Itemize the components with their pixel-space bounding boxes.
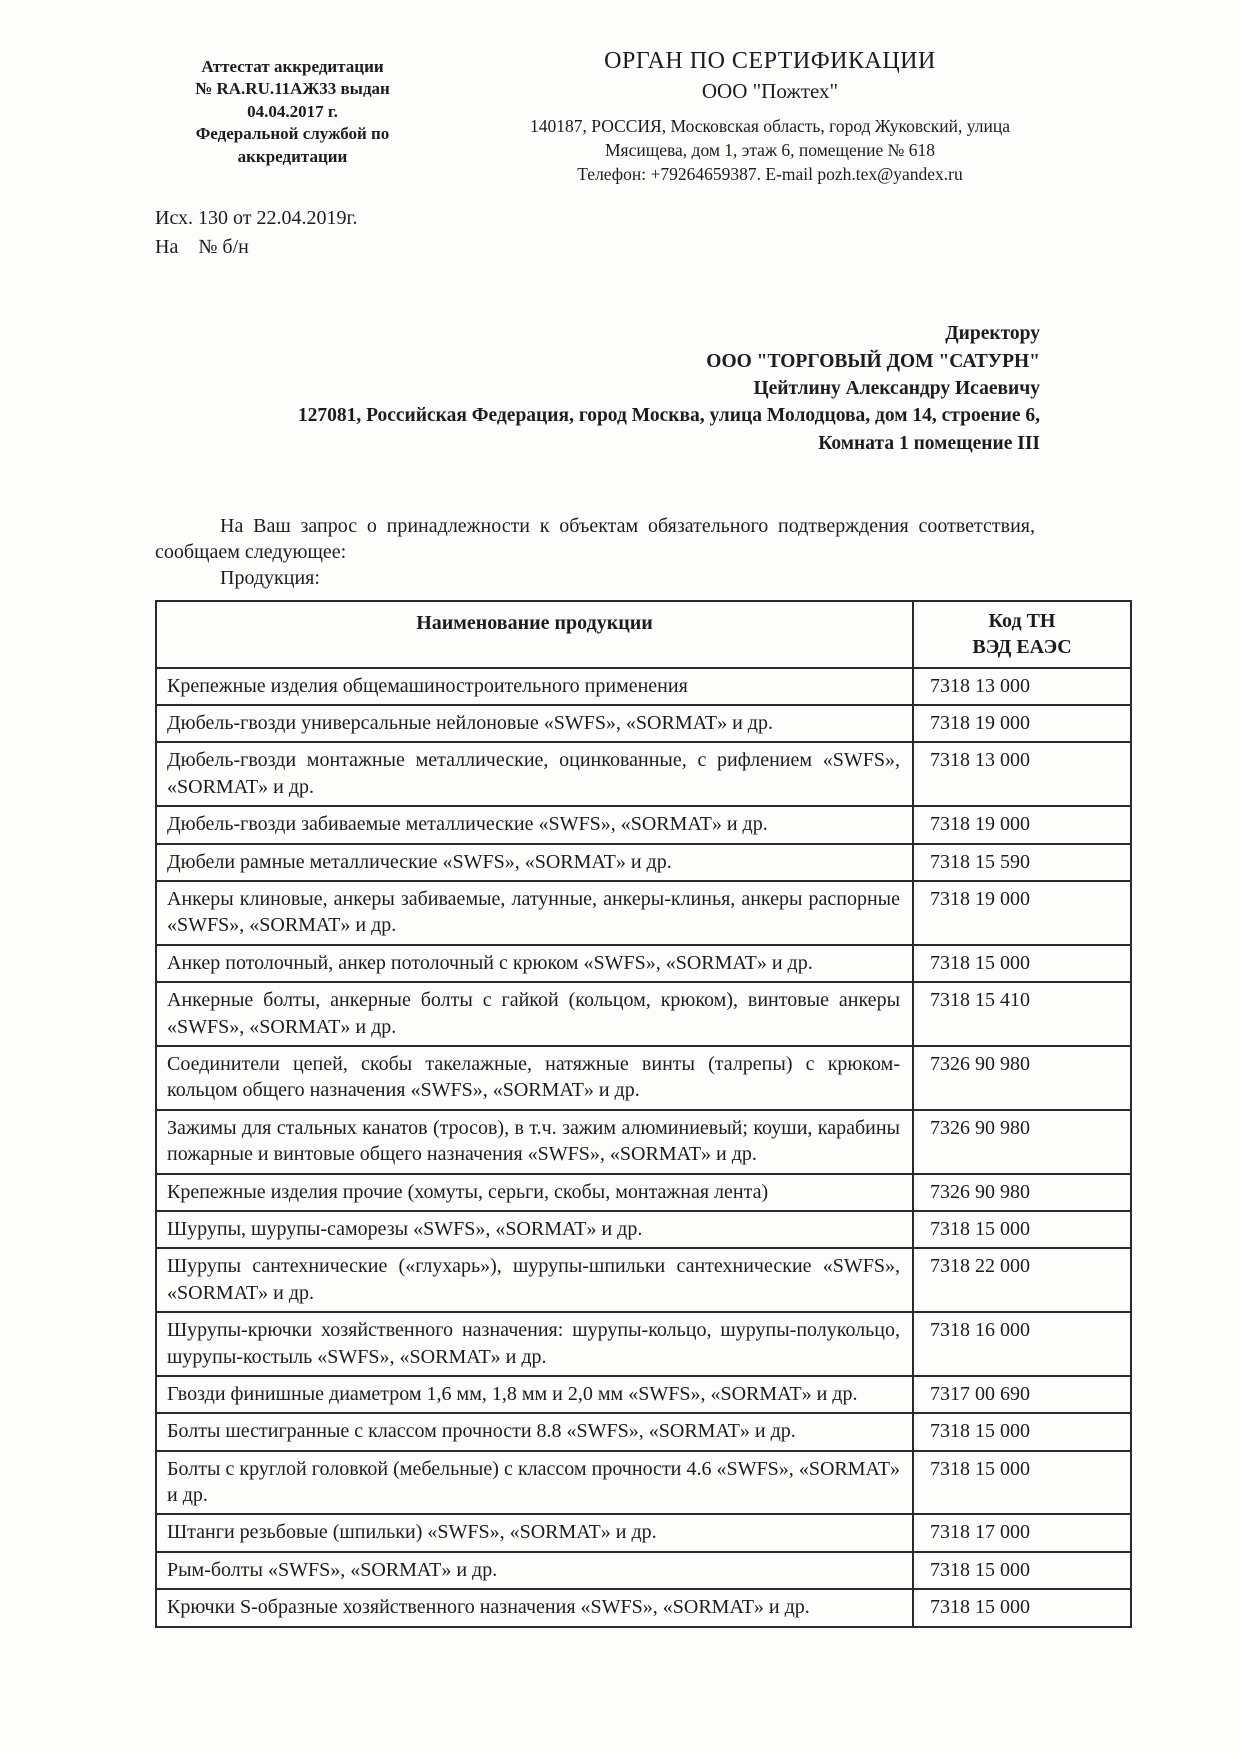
product-name-cell: Крючки S-образные хозяйственного назначения «SWFS», «SORMAT» и др. — [156, 1589, 913, 1626]
table-row — [156, 1376, 1131, 1413]
product-name-cell: Соединители цепей, скобы такелажные, натяжные винты (талрепы) с крюком-кольцом общего назначения «SWFS», «SORMAT» и др. — [156, 1046, 913, 1110]
table-row — [156, 945, 1131, 982]
table-row — [156, 1046, 1131, 1110]
incoming-ref: На № б/н — [155, 236, 249, 259]
product-code-cell: 7318 15 000 — [913, 1552, 1131, 1589]
addressee-line: Цейтлину Александру Исаевичу — [753, 378, 1040, 400]
product-name-cell: Анкер потолочный, анкер потолочный с крюком «SWFS», «SORMAT» и др. — [156, 945, 913, 982]
table-row — [156, 742, 1131, 806]
product-table-body — [156, 668, 1131, 1627]
product-code-cell: 7318 19 000 — [913, 881, 1131, 945]
product-name-cell: Анкеры клиновые, анкеры забиваемые, латунные, анкеры-клинья, анкеры распорные «SWFS», «SORMAT» и др. — [156, 881, 913, 945]
code-header-line1: Код ТН — [988, 609, 1056, 632]
product-code-cell: 7318 13 000 — [913, 668, 1131, 705]
addressee-line: Комната 1 помещение III — [818, 432, 1040, 454]
product-name-cell: Шурупы, шурупы-саморезы «SWFS», «SORMAT» и др. — [156, 1211, 913, 1248]
accreditation-line: Аттестат аккредитации — [201, 57, 384, 76]
table-row — [156, 1248, 1131, 1312]
outgoing-ref: Исх. 130 от 22.04.2019г. — [155, 207, 358, 230]
table-header-row — [156, 601, 1131, 668]
products-label: Продукция: — [220, 566, 320, 589]
certification-org-block — [430, 48, 1090, 186]
table-row — [156, 844, 1131, 881]
product-code-cell: 7318 15 000 — [913, 1413, 1131, 1450]
product-name-cell: Дюбели рамные металлические «SWFS», «SORMAT» и др. — [156, 844, 913, 881]
product-name-cell: Анкерные болты, анкерные болты с гайкой (кольцом, крюком), винтовые анкеры «SWFS», «SORMAT» и др. — [156, 982, 913, 1046]
accreditation-line: № RA.RU.11АЖ33 выдан — [195, 79, 390, 99]
table-row — [156, 1174, 1131, 1211]
reference-block — [155, 204, 1090, 262]
product-code-cell: 7318 15 000 — [913, 1589, 1131, 1626]
product-name-cell: Дюбель-гвозди забиваемые металлические «SWFS», «SORMAT» и др. — [156, 806, 913, 843]
product-name-cell: Гвозди финишные диаметром 1,6 мм, 1,8 мм и 2,0 мм «SWFS», «SORMAT» и др. — [156, 1376, 913, 1413]
product-code-cell: 7318 16 000 — [913, 1312, 1131, 1376]
product-code-cell: 7317 00 690 — [913, 1376, 1131, 1413]
product-name-cell: Шурупы-крючки хозяйственного назначения: шурупы-кольцо, шурупы-полукольцо, шурупы-костыль «SWFS», «SORMAT» и др. — [156, 1312, 913, 1376]
product-name-cell: Болты шестигранные с классом прочности 8.8 «SWFS», «SORMAT» и др. — [156, 1413, 913, 1450]
org-address — [450, 114, 1090, 186]
table-row — [156, 1211, 1131, 1248]
product-code-cell: 7318 19 000 — [913, 705, 1131, 742]
table-row — [156, 668, 1131, 705]
table-row — [156, 1514, 1131, 1551]
org-title: ОРГАН ПО СЕРТИФИКАЦИИ — [604, 48, 936, 74]
name-column-header: Наименование продукции — [156, 601, 913, 668]
product-name-cell: Крепежные изделия прочие (хомуты, серьги, скобы, монтажная лента) — [156, 1174, 913, 1211]
org-name: ООО "Пожтех" — [701, 79, 839, 103]
product-code-cell: 7318 19 000 — [913, 806, 1131, 843]
addressee-line: ООО "ТОРГОВЫЙ ДОМ "САТУРН" — [706, 350, 1040, 372]
table-row — [156, 1451, 1131, 1515]
product-code-cell: 7318 15 000 — [913, 945, 1131, 982]
product-name-cell: Шурупы сантехнические («глухарь»), шурупы-шпильки сантехнические «SWFS», «SORMAT» и др. — [156, 1248, 913, 1312]
product-code-cell: 7326 90 980 — [913, 1174, 1131, 1211]
org-address-line: 140187, РОССИЯ, Московская область, город Жуковский, улица — [530, 116, 1010, 136]
product-code-cell: 7318 17 000 — [913, 1514, 1131, 1551]
product-code-cell: 7318 15 000 — [913, 1451, 1131, 1515]
product-code-cell: 7318 22 000 — [913, 1248, 1131, 1312]
code-header-line2: ВЭД ЕАЭС — [972, 636, 1072, 659]
product-name-cell: Дюбель-гвозди универсальные нейлоновые «SWFS», «SORMAT» и др. — [156, 705, 913, 742]
product-code-cell: 7318 15 000 — [913, 1211, 1131, 1248]
product-code-cell: 7318 15 410 — [913, 982, 1131, 1046]
table-row — [156, 1589, 1131, 1626]
table-row — [156, 806, 1131, 843]
table-row — [156, 705, 1131, 742]
org-address-line: Мясищева, дом 1, этаж 6, помещение № 618 — [605, 140, 935, 161]
product-name-cell: Болты с круглой головкой (мебельные) с классом прочности 4.6 «SWFS», «SORMAT» и др. — [156, 1451, 913, 1515]
product-code-cell: 7326 90 980 — [913, 1110, 1131, 1174]
addressee-line: 127081, Российская Федерация, город Москва, улица Молодцова, дом 14, строение 6, — [297, 405, 1040, 427]
product-name-cell: Крепежные изделия общемашиностроительного применения — [156, 668, 913, 705]
product-name-cell: Зажимы для стальных канатов (тросов), в т.ч. зажим алюминиевый; коуши, карабины пожарные и винтовые общего назначения «SWFS», «SORMAT» и др. — [156, 1110, 913, 1174]
addressee-line: Директору — [945, 323, 1040, 345]
table-row — [156, 1413, 1131, 1450]
table-row — [156, 881, 1131, 945]
org-contact-line: Телефон: +79264659387. E-mail pozh.tex@yandex.ru — [577, 164, 963, 185]
table-row — [156, 982, 1131, 1046]
body-text — [155, 513, 1090, 565]
code-column-header — [913, 601, 1131, 668]
table-row — [156, 1110, 1131, 1174]
product-name-cell: Рым-болты «SWFS», «SORMAT» и др. — [156, 1552, 913, 1589]
product-code-cell: 7318 15 590 — [913, 844, 1131, 881]
table-row — [156, 1552, 1131, 1589]
accreditation-block — [155, 48, 430, 168]
table-row — [156, 1312, 1131, 1376]
letterhead — [155, 48, 1090, 186]
products-table — [155, 600, 1132, 1628]
body-paragraph: На Ваш запрос о принадлежности к объектам обязательного подтверждения соответствия, сообщаем следующее: — [155, 514, 1035, 563]
product-name-cell: Штанги резьбовые (шпильки) «SWFS», «SORMAT» и др. — [156, 1514, 913, 1551]
addressee-block — [155, 320, 1090, 456]
product-code-cell: 7326 90 980 — [913, 1046, 1131, 1110]
product-code-cell: 7318 13 000 — [913, 742, 1131, 806]
accreditation-line: 04.04.2017 г. — [247, 101, 338, 121]
accreditation-line: Федеральной службой по — [195, 124, 390, 144]
accreditation-line: аккредитации — [237, 146, 348, 166]
product-name-cell: Дюбель-гвозди монтажные металлические, оцинкованные, с рифлением «SWFS», «SORMAT» и др. — [156, 742, 913, 806]
